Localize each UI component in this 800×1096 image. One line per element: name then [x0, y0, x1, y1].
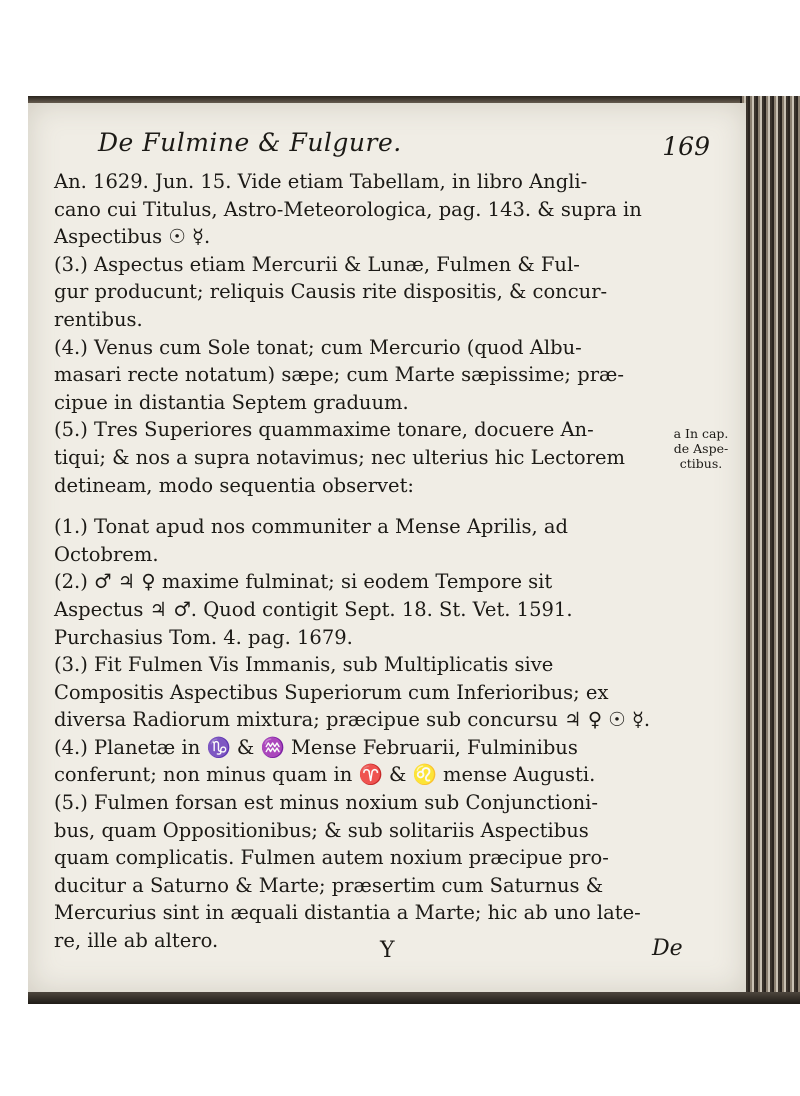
text-line: Octobrem.	[54, 542, 159, 566]
text-line: Mercurius sint in æquali distantia a Marte; hic ab uno late-	[54, 901, 641, 925]
text-line: rentibus.	[54, 307, 143, 331]
text-line: (5.) Tres Superiores quammaxime tonare, docuere An-	[54, 418, 594, 442]
text-line: masari recte notatum) sæpe; cum Marte sæpissime; præ-	[54, 363, 624, 387]
text-line: conferunt; non minus quam in ♈ & ♌ mense Augusti.	[54, 763, 596, 787]
text-line: bus, quam Oppositionibus; & sub solitariis Aspectibus	[54, 818, 589, 842]
margin-note-line: ctibus.	[679, 456, 723, 471]
catchword: De	[652, 936, 683, 961]
text-line: detineam, modo sequentia observet:	[54, 473, 414, 497]
text-line: cipue in distantia Septem graduum.	[54, 390, 409, 414]
book-page-edges	[740, 96, 800, 1004]
margin-note-line: a In cap.	[673, 426, 729, 441]
page-header	[98, 128, 710, 168]
text-line: (5.) Fulmen forsan est minus noxium sub Conjunctioni-	[54, 791, 598, 815]
signature-mark: Y	[380, 938, 395, 963]
text-line: re, ille ab altero.	[54, 929, 219, 953]
text-line: Compositis Aspectibus Superiorum cum Inferioribus; ex	[54, 680, 609, 704]
page-number: 169	[662, 132, 710, 161]
text-line: ducitur a Saturno & Marte; præsertim cum Saturnus &	[54, 873, 604, 897]
text-line: Aspectibus ☉ ☿.	[54, 225, 211, 249]
text-line: (2.) ♂ ♃ ♀ maxime fulminat; si eodem Tempore sit	[54, 570, 553, 594]
text-line: (4.) Venus cum Sole tonat; cum Mercurio (quod Albu-	[54, 335, 582, 359]
text-line: tiqui; & nos a supra notavimus; nec ulterius hic Lectorem	[54, 445, 626, 469]
margin-note-line: de Aspe-	[673, 441, 729, 456]
main-text	[54, 168, 652, 955]
text-line: Purchasius Tom. 4. pag. 1679.	[54, 625, 353, 649]
text-line: (1.) Tonat apud nos communiter a Mense Aprilis, ad	[54, 515, 568, 539]
text-line: (3.) Fit Fulmen Vis Immanis, sub Multiplicatis sive	[54, 653, 554, 677]
text-line: diversa Radiorum mixtura; præcipue sub concursu ♃ ♀ ☉ ☿.	[54, 708, 651, 732]
text-line: Aspectus ♃ ♂. Quod contigit Sept. 18. St. Vet. 1591.	[54, 597, 573, 621]
margin-note	[662, 426, 740, 471]
text-line: (3.) Aspectus etiam Mercurii & Lunæ, Fulmen & Ful-	[54, 252, 580, 276]
text-line: gur producunt; reliquis Causis rite dispositis, & concur-	[54, 280, 608, 304]
text-line: An. 1629. Jun. 15. Vide etiam Tabellam, in libro Angli-	[54, 170, 588, 193]
text-line: cano cui Titulus, Astro-Meteorologica, pag. 143. & supra in	[54, 197, 642, 221]
text-line: (4.) Planetæ in ♑ & ♒ Mense Februarii, Fulminibus	[54, 735, 578, 759]
text-line: quam complicatis. Fulmen autem noxium præcipue pro-	[54, 846, 609, 870]
book-bottom-edge	[28, 992, 800, 1004]
running-head: De Fulmine & Fulgure.	[98, 128, 402, 157]
